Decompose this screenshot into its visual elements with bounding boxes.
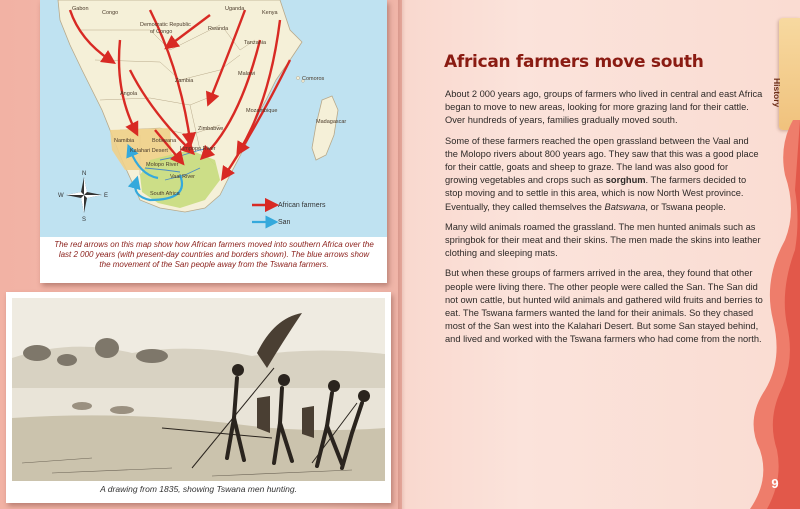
label-zambia: Zambia xyxy=(175,78,194,84)
migration-map xyxy=(40,0,387,237)
term-batswana: Batswana xyxy=(604,201,646,212)
legend-san: San xyxy=(278,219,291,226)
label-zimbabwe: Zimbabwe xyxy=(198,126,224,132)
page-gutter xyxy=(398,0,406,509)
decorative-edge xyxy=(735,120,800,509)
hunting-drawing xyxy=(12,298,385,481)
section-heading: African farmers move south xyxy=(444,52,704,72)
label-gabon: Gabon xyxy=(72,6,89,12)
label-botswana: Botswana xyxy=(152,138,177,144)
label-tanzania: Tanzania xyxy=(244,40,267,46)
label-vaal: Vaal River xyxy=(170,174,195,180)
label-mozambique: Mozambique xyxy=(246,108,278,114)
compass-s: S xyxy=(82,217,87,223)
paragraph-2: Some of these farmers reached the open grassland between the Vaal and the Molopo rivers about 800 years ago. They saw that this was a good place for their cattle, goats and sheep to graze. The land was also good for growing vegetables and crops such as sorghum. The farmers decided to stop moving and to settle in this area, which is now North West province. Eventually, they called themselves the Batswana, or Tswana people. xyxy=(445,135,759,212)
body-text xyxy=(445,88,763,354)
label-rwanda: Rwanda xyxy=(208,26,229,32)
drawing-caption: A drawing from 1835, showing Tswana men hunting. xyxy=(100,484,297,494)
compass-n: N xyxy=(82,171,87,177)
paragraph-1: About 2 000 years ago, groups of farmers who lived in central and east Africa began to move to new areas, looking for more grazing land for their cattle. Over hundreds of years, families gradually moved south. xyxy=(445,89,763,126)
page-number: 9 xyxy=(771,476,779,491)
label-congo: Congo xyxy=(102,10,119,16)
compass-w: W xyxy=(58,193,64,199)
label-uganda: Uganda xyxy=(225,6,245,12)
map-figure xyxy=(40,0,387,283)
paragraph-3: Many wild animals roamed the grassland. The men hunted animals such as springbok for their meat and their skins. The men made the skins into leather clothing and sleeping mats. xyxy=(445,221,761,259)
legend-farmers: African farmers xyxy=(278,202,326,209)
label-molopo: Molopo River xyxy=(146,162,179,168)
compass-e: E xyxy=(104,193,109,199)
side-tab-label: History xyxy=(772,78,782,108)
label-south-africa: South Africa xyxy=(150,191,180,197)
label-kenya: Kenya xyxy=(262,10,278,16)
label-kalahari: Kalahari Desert xyxy=(130,148,168,154)
paragraph-4: But when these groups of farmers arrived in the area, they found that other people were living there. The other people were called the San. The San did not own cattle, but hunted wild animals and gathered wild fruits and berries to eat. The Tswana farmers wanted the land for their animals. So they chased most of the San west into the Kalahari Desert. But some San stayed behind, and lived and worked with the Tswana farmers who had come from the north. xyxy=(445,268,763,345)
label-madagascar: Madagascar xyxy=(316,119,347,125)
map-caption: The red arrows on this map show how African farmers moved into southern Africa over the last 2 000 years (with present-day countries and borders shown). The blue arrows show the movement of the San people away from the Tswana farmers. xyxy=(54,240,374,269)
label-limpopo: Limpopo River xyxy=(180,146,216,152)
label-malawi: Malawi xyxy=(238,71,256,77)
term-sorghum: sorghum xyxy=(605,175,646,186)
comoros-island xyxy=(296,76,299,79)
label-drc-2: of Congo xyxy=(150,29,173,35)
label-angola: Angola xyxy=(120,91,138,97)
hunting-drawing-figure xyxy=(6,292,391,503)
history-side-tab xyxy=(772,18,800,130)
label-drc: Democratic Republic xyxy=(140,22,191,28)
label-namibia: Namibia xyxy=(114,138,135,144)
label-comoros: Comoros xyxy=(302,76,325,82)
